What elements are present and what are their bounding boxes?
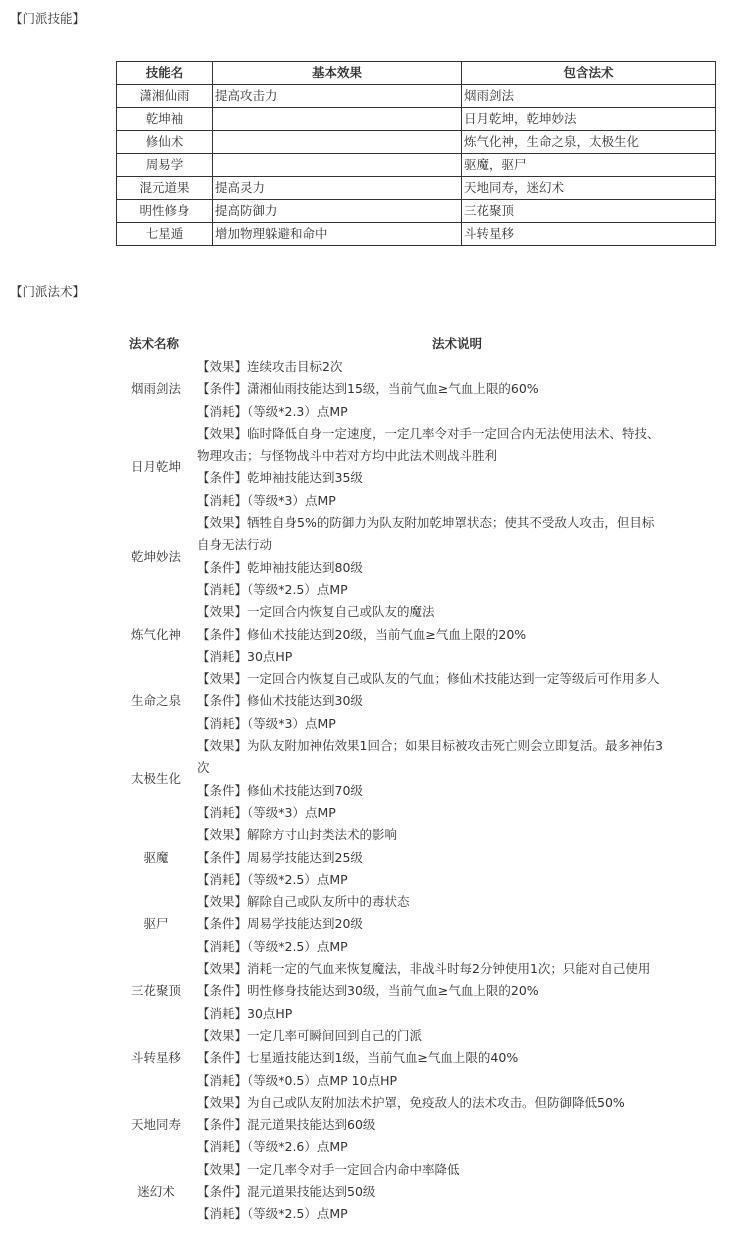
spell-description-line: 【消耗】（等级*0.5）点MP 10点HP: [197, 1072, 398, 1088]
spell-description-line: 【效果】连续攻击目标2次: [197, 359, 343, 374]
spell-row: [119, 668, 719, 735]
spell-description-line: 【条件】乾坤袖技能达到80级: [197, 559, 363, 575]
spell-description: [193, 1092, 723, 1159]
spell-description-line: 【消耗】（等级*2.5）点MP: [197, 581, 348, 597]
spell-row: [119, 735, 719, 824]
spell-description-line: 【条件】周易学技能达到20级: [197, 916, 363, 932]
spell-name: 生命之泉: [130, 693, 181, 709]
spell-description: [193, 601, 723, 668]
basic-effect-cell: 提高防御力: [213, 200, 462, 223]
skills-table-header: [117, 62, 716, 85]
spell-description-line: 【效果】一定几率可瞬间回到自己的门派: [197, 1027, 423, 1043]
spell-description-line: 【条件】修仙术技能达到30级: [197, 693, 363, 709]
spell-name: 驱魔: [143, 849, 169, 865]
spell-description-line: 【效果】解除方寸山封类法术的影响: [197, 827, 398, 843]
header-included-spells: 包含法术: [462, 62, 716, 85]
spell-row: [119, 512, 719, 601]
spell-row: [119, 1025, 719, 1092]
skills-table: [116, 61, 716, 246]
basic-effect-cell: [213, 131, 462, 154]
spell-description-line: 【消耗】（等级*3）点MP: [197, 715, 336, 731]
spell-name: 天地同寿: [130, 1117, 181, 1133]
included-spells-cell: 天地同寿，迷幻术: [462, 177, 716, 200]
spell-description: [193, 423, 723, 512]
spell-description-line: 【消耗】30点HP: [197, 1005, 293, 1021]
spell-description: [193, 735, 723, 824]
spell-description-line: 【消耗】（等级*3）点MP: [197, 492, 336, 508]
spell-description-line: 【条件】潇湘仙雨技能达到15级，当前气血≥气血上限的60%: [197, 381, 539, 397]
spell-row: [119, 1092, 719, 1159]
included-spells-cell: 炼气化神，生命之泉，太极生化: [462, 131, 716, 154]
included-spells-cell: 日月乾坤，乾坤妙法: [462, 108, 716, 131]
spell-description-line: 【消耗】30点HP: [197, 648, 293, 664]
spell-name: 三花聚顶: [130, 983, 181, 999]
spell-description-line: 【消耗】（等级*2.6）点MP: [197, 1139, 348, 1155]
spell-row: [119, 1159, 719, 1226]
basic-effect-cell: 提高攻击力: [213, 85, 462, 108]
skill-name-cell: 混元道果: [117, 177, 213, 200]
spell-description-line: 【效果】解除自己或队友所中的毒状态: [197, 894, 410, 910]
skill-name-cell: 潇湘仙雨: [117, 85, 213, 108]
spell-description-line: 【消耗】（等级*2.5）点MP: [197, 1206, 348, 1222]
spell-description-line: 【条件】混元道果技能达到60级: [197, 1117, 376, 1133]
spell-name: 炼气化神: [130, 626, 181, 642]
spell-description-line: 【效果】牺牲自身5%的防御力为队友附加乾坤罩状态；使其不受敌人攻击，但目标: [197, 515, 655, 531]
skill-name-cell: 乾坤袖: [117, 108, 213, 131]
spell-name: 驱尸: [143, 916, 169, 932]
spell-description-line: 【效果】一定几率令对手一定回合内命中率降低: [197, 1161, 460, 1177]
spell-description-line: 【条件】乾坤袖技能达到35级: [197, 470, 363, 486]
table-row: [117, 154, 716, 177]
spell-name: 烟雨剑法: [130, 381, 181, 397]
spell-name: 太极生化: [130, 771, 181, 787]
spell-description-line: 【消耗】（等级*2.5）点MP: [197, 871, 348, 887]
spell-name: 斗转星移: [130, 1050, 181, 1066]
spell-description: [193, 668, 723, 735]
table-row: [117, 177, 716, 200]
basic-effect-cell: [213, 108, 462, 131]
included-spells-cell: 三花聚顶: [462, 200, 716, 223]
header-spell-description: 法术说明: [431, 336, 482, 351]
spell-description-line: 次: [197, 760, 210, 776]
spell-description-line: 【消耗】（等级*3）点MP: [197, 804, 336, 820]
spell-description-line: 【消耗】（等级*2.3）点MP: [197, 403, 348, 419]
spell-description-line: 【条件】修仙术技能达到70级: [197, 782, 363, 798]
section-title-skills: 【门派技能】: [10, 11, 86, 26]
table-row: [117, 223, 716, 246]
section-title-spells: 【门派法术】: [10, 284, 86, 299]
spell-description: [193, 1159, 723, 1226]
spell-description-line: 物理攻击；与怪物战斗中若对方均中此法术则战斗胜利: [197, 448, 498, 464]
spell-description-line: 【效果】为队友附加神佑效果1回合；如果目标被攻击死亡则会立即复活。最多神佑3: [197, 738, 663, 754]
included-spells-cell: 烟雨剑法: [462, 85, 716, 108]
spell-description-line: 【效果】一定回合内恢复自己或队友的魔法: [197, 604, 435, 620]
spells-header: [119, 332, 719, 356]
spell-description: [193, 1025, 723, 1092]
included-spells-cell: 斗转星移: [462, 223, 716, 246]
included-spells-cell: 驱魔，驱尸: [462, 154, 716, 177]
spell-row: [119, 891, 719, 958]
skill-name-cell: 明性修身: [117, 200, 213, 223]
spell-description-line: 【条件】混元道果技能达到50级: [197, 1183, 376, 1199]
basic-effect-cell: 增加物理躲避和命中: [213, 223, 462, 246]
spell-description-line: 【条件】明性修身技能达到30级，当前气血≥气血上限的20%: [197, 983, 539, 999]
spell-description: [193, 512, 723, 601]
spell-description-line: 【效果】消耗一定的气血来恢复魔法，非战斗时每2分钟使用1次；只能对自己使用: [197, 961, 651, 977]
spell-description-line: 【效果】为自己或队友附加法术护罩，免疫敌人的法术攻击。但防御降低50%: [197, 1094, 625, 1110]
spell-row: [119, 423, 719, 512]
spell-description-line: 【效果】临时降低自身一定速度，一定几率令对手一定回合内无法使用法术、特技、: [197, 425, 660, 441]
header-skill-name: 技能名: [117, 62, 213, 85]
skill-name-cell: 修仙术: [117, 131, 213, 154]
basic-effect-cell: 提高灵力: [213, 177, 462, 200]
table-row: [117, 200, 716, 223]
spell-description-line: 【条件】修仙术技能达到20级，当前气血≥气血上限的20%: [197, 626, 527, 642]
header-basic-effect: 基本效果: [213, 62, 462, 85]
spell-description: [193, 958, 723, 1025]
skill-name-cell: 周易学: [117, 154, 213, 177]
table-row: [117, 108, 716, 131]
spell-row: [119, 356, 719, 423]
spell-description: [193, 824, 723, 891]
spell-description: [193, 891, 723, 958]
skill-name-cell: 七星遁: [117, 223, 213, 246]
spell-row: [119, 824, 719, 891]
header-spell-name: 法术名称: [128, 336, 179, 351]
spell-description: [193, 356, 723, 423]
table-row: [117, 131, 716, 154]
spell-row: [119, 601, 719, 668]
spell-name: 乾坤妙法: [130, 548, 181, 564]
spell-name: 日月乾坤: [130, 459, 181, 475]
table-row: [117, 85, 716, 108]
spell-description-line: 【效果】一定回合内恢复自己或队友的气血；修仙术技能达到一定等级后可作用多人: [197, 671, 660, 687]
spell-row: [119, 958, 719, 1025]
spell-description-line: 【消耗】（等级*2.5）点MP: [197, 938, 348, 954]
basic-effect-cell: [213, 154, 462, 177]
spells-list: [119, 332, 719, 1226]
spell-name: 迷幻术: [137, 1183, 175, 1199]
spell-description-line: 【条件】七星遁技能达到1级，当前气血≥气血上限的40%: [197, 1050, 519, 1066]
spell-description-line: 【条件】周易学技能达到25级: [197, 849, 363, 865]
spell-description-line: 自身无法行动: [197, 537, 273, 553]
